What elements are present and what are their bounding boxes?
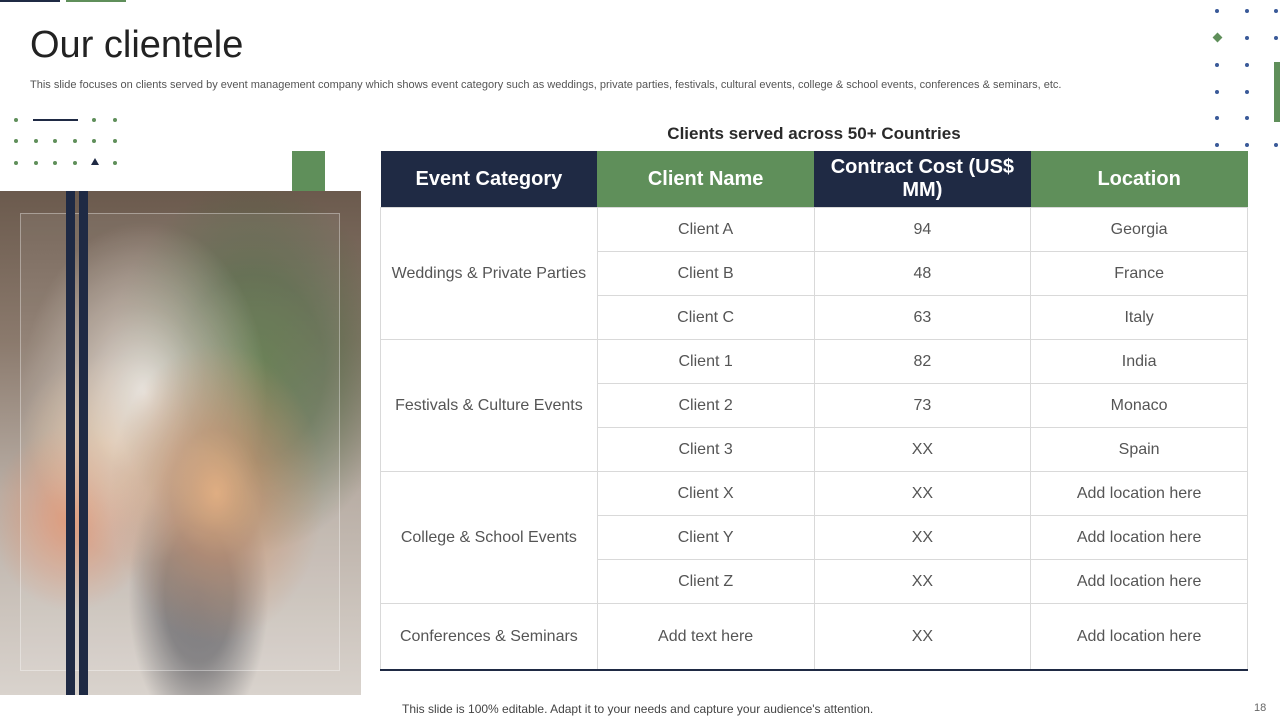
decor-dot	[14, 139, 18, 143]
decor-dot	[14, 161, 18, 165]
cost-cell: 48	[814, 252, 1031, 296]
decor-dot	[53, 161, 57, 165]
top-accent-bar-navy	[0, 0, 60, 2]
location-cell: Add location here	[1031, 472, 1248, 516]
category-cell: Festivals & Culture Events	[381, 340, 598, 472]
header-client-name: Client Name	[597, 151, 814, 208]
decor-dot	[53, 139, 57, 143]
top-accent-bar-green	[66, 0, 126, 2]
client-cell: Client B	[597, 252, 814, 296]
decor-dot	[1215, 9, 1219, 13]
cost-cell: 63	[814, 296, 1031, 340]
decor-dot	[1245, 9, 1249, 13]
location-cell: India	[1031, 340, 1248, 384]
cost-cell: XX	[814, 516, 1031, 560]
client-cell: Client Z	[597, 560, 814, 604]
footer-note: This slide is 100% editable. Adapt it to your needs and capture your audience's attention.	[402, 702, 874, 716]
table-header-row	[381, 151, 1248, 208]
location-cell: France	[1031, 252, 1248, 296]
decor-dot	[92, 118, 96, 122]
cost-cell: XX	[814, 560, 1031, 604]
right-accent-bar	[1274, 62, 1280, 122]
cost-cell: 82	[814, 340, 1031, 384]
decor-dot	[1215, 116, 1219, 120]
location-cell: Georgia	[1031, 208, 1248, 252]
client-cell: Client Y	[597, 516, 814, 560]
photo-stripe-navy	[79, 191, 88, 695]
cost-cell: 94	[814, 208, 1031, 252]
client-cell: Client X	[597, 472, 814, 516]
header-contract-cost: Contract Cost (US$ MM)	[814, 151, 1031, 208]
page-subtitle: This slide focuses on clients served by event management company which shows event category such as weddings, private parties, festivals, cultural events, college & school events, conferences & seminars, etc.	[30, 79, 1062, 91]
photo-stripe-navy	[66, 191, 75, 695]
category-cell: Weddings & Private Parties	[381, 208, 598, 340]
location-cell: Add location here	[1031, 560, 1248, 604]
header-location: Location	[1031, 151, 1248, 208]
triangle-icon	[91, 158, 99, 165]
location-cell: Spain	[1031, 428, 1248, 472]
category-cell: College & School Events	[381, 472, 598, 604]
decor-dot	[113, 139, 117, 143]
location-cell: Italy	[1031, 296, 1248, 340]
cost-cell: XX	[814, 604, 1031, 671]
location-cell: Monaco	[1031, 384, 1248, 428]
page-number: 18	[1254, 702, 1267, 714]
client-cell: Client 1	[597, 340, 814, 384]
category-cell: Conferences & Seminars	[381, 604, 598, 671]
decor-dot	[73, 139, 77, 143]
page-title: Our clientele	[30, 24, 244, 66]
client-cell: Client C	[597, 296, 814, 340]
decor-dot	[1245, 90, 1249, 94]
cost-cell: XX	[814, 428, 1031, 472]
client-cell: Client A	[597, 208, 814, 252]
decor-dot	[1215, 90, 1219, 94]
clientele-table	[380, 151, 1248, 671]
decor-dot	[92, 139, 96, 143]
table-row	[381, 208, 1248, 252]
cost-cell: 73	[814, 384, 1031, 428]
table-row	[381, 472, 1248, 516]
decor-dot	[34, 139, 38, 143]
decor-dot	[113, 118, 117, 122]
decor-dot	[1245, 36, 1249, 40]
decor-dot	[73, 161, 77, 165]
client-cell: Client 2	[597, 384, 814, 428]
table-row	[381, 340, 1248, 384]
decor-dot	[1274, 9, 1278, 13]
accent-line	[33, 119, 78, 121]
cost-cell: XX	[814, 472, 1031, 516]
decor-dot	[1215, 63, 1219, 67]
table-caption: Clients served across 50+ Countries	[667, 124, 961, 143]
decor-dot	[1245, 116, 1249, 120]
decor-dot	[34, 161, 38, 165]
location-cell: Add location here	[1031, 516, 1248, 560]
diamond-icon	[1213, 33, 1223, 43]
client-cell: Add text here	[597, 604, 814, 671]
green-accent-block	[292, 151, 325, 191]
client-cell: Client 3	[597, 428, 814, 472]
decor-dot	[1274, 143, 1278, 147]
decor-dot	[1245, 63, 1249, 67]
table-row	[381, 604, 1248, 671]
decor-dot	[14, 118, 18, 122]
header-event-category: Event Category	[381, 151, 598, 208]
location-cell: Add location here	[1031, 604, 1248, 671]
decor-dot	[1274, 36, 1278, 40]
decor-dot	[113, 161, 117, 165]
